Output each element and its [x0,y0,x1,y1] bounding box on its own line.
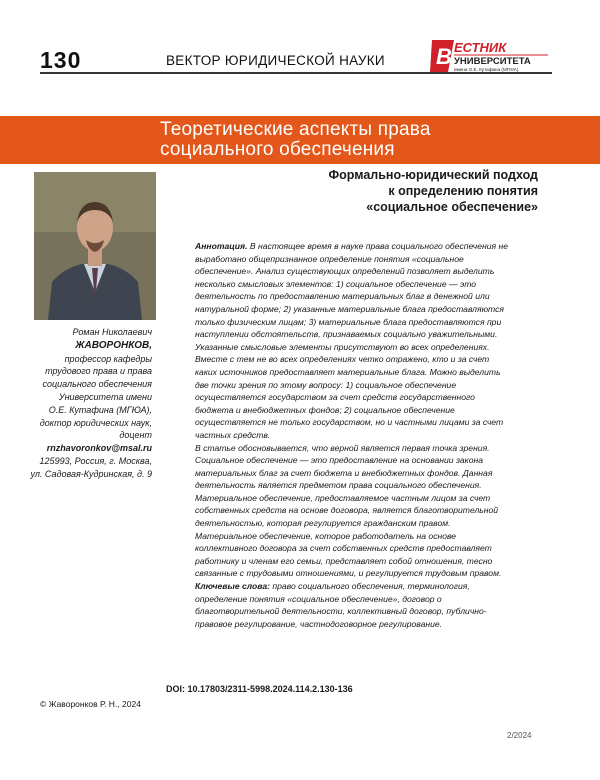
author-line: профессор кафедры [20,353,152,366]
author-line: трудового права и права [20,365,152,378]
body-paragraph: Материальное обеспечение, предоставляемое частным лицом за счет собственных средств на основе договора, является благотворительной деятельностью, которая регулируется гражданским правом. [195,492,513,530]
author-photo [34,172,156,320]
logo-line3: имени О.Е. Кутафина (МГЮА) [454,67,519,72]
logo-line1: ЕСТНИК [454,40,507,55]
author-first-name: Роман Николаевич [20,326,152,339]
keywords-text: право социального обеспечения, терминология, определение понятия «социальное обеспечение», договор о благотворительной деятельности, коллективный договор, публично-правовое регулирование, частнодоговорное регулирование. [195,581,487,629]
page-number: 130 [40,47,81,74]
author-line: доцент [20,429,152,442]
body-paragraph: В статье обосновывается, что верной является первая точка зрения. Социальное обеспечение — это предоставление на основании закона материальных благ за счет бюджета и внебюджетных фондов. Данная деятельность является предметом права социального обеспечения. [195,442,513,492]
body-paragraph: Указанные смысловые элементы присутствуют во всех определениях. Вместе с тем не во всех определениях четко отражено, кто и за счет каких источников предоставляет материальные блага. Можно выделить две точки зрения по этому вопросу: 1) социальное обеспечение осуществляется государством за счет средств государственного бюджета и внебюджетных фондов; 2) социальное обеспечение осуществляется не только государством, но и частными лицами за счет частных средств. [195,341,513,442]
author-email[interactable]: rnzhavoronkov@msal.ru [20,442,152,455]
author-line: О.Е. Кутафина (МГЮА), [20,404,152,417]
abstract-text: В настоящее время в науке права социального обеспечения не выработано общепризнанное определение понятия «социальное обеспечение». Анализ существующих определений позволяет выделить несколько смысловых элементов: 1) социальное обеспечение — это деятельность по предоставлению материальных благ в денежной или натуральной форме; 2) указанные материальные блага предоставляются только физическим лицам; 3) материальные блага предоставляются при наступлении обстоятельств, признаваемых социально уважительными. [195,241,508,339]
section-title-line1: Теоретические аспекты права [160,120,580,140]
university-logo [430,38,552,74]
author-line: социального обеспечения [20,378,152,391]
article-title [262,167,538,215]
article-title-line: к определению понятия [262,183,538,199]
article-title-line: Формально-юридический подход [262,167,538,183]
section-title [160,120,580,160]
abstract-label: Аннотация. [195,241,248,251]
author-line: доктор юридических наук, [20,417,152,430]
author-address: 125993, Россия, г. Москва, [20,455,152,468]
journal-title: ВЕКТОР ЮРИДИЧЕСКОЙ НАУКИ [166,53,385,68]
keywords-paragraph [195,580,513,630]
issue-number: 2/2024 [507,731,531,740]
abstract-paragraph [195,240,513,341]
logo-letter: В [436,44,452,69]
doi[interactable]: DOI: 10.17803/2311-5998.2024.114.2.130-136 [166,684,353,694]
author-line: Университета имени [20,391,152,404]
article-body [195,240,513,630]
author-address: ул. Садовая-Кудринская, д. 9 [20,468,152,481]
keywords-label: Ключевые слова: [195,581,270,591]
header-rule [40,72,552,74]
article-title-line: «социальное обеспечение» [262,199,538,215]
section-title-line2: социального обеспечения [160,140,580,160]
copyright: © Жаворонков Р. Н., 2024 [40,699,141,709]
body-paragraph: Материальное обеспечение, которое работодатель на основе коллективного договора за счет собственных средств предоставляет работнику и членам его семьи, представляет собой отношения, тесно связанные с трудовыми отношениями, и регулируется трудовым правом. [195,530,513,580]
author-last-name: ЖАВОРОНКОВ, [20,339,152,353]
author-info [20,326,152,481]
logo-line2: УНИВЕРСИТЕТА [454,56,531,67]
